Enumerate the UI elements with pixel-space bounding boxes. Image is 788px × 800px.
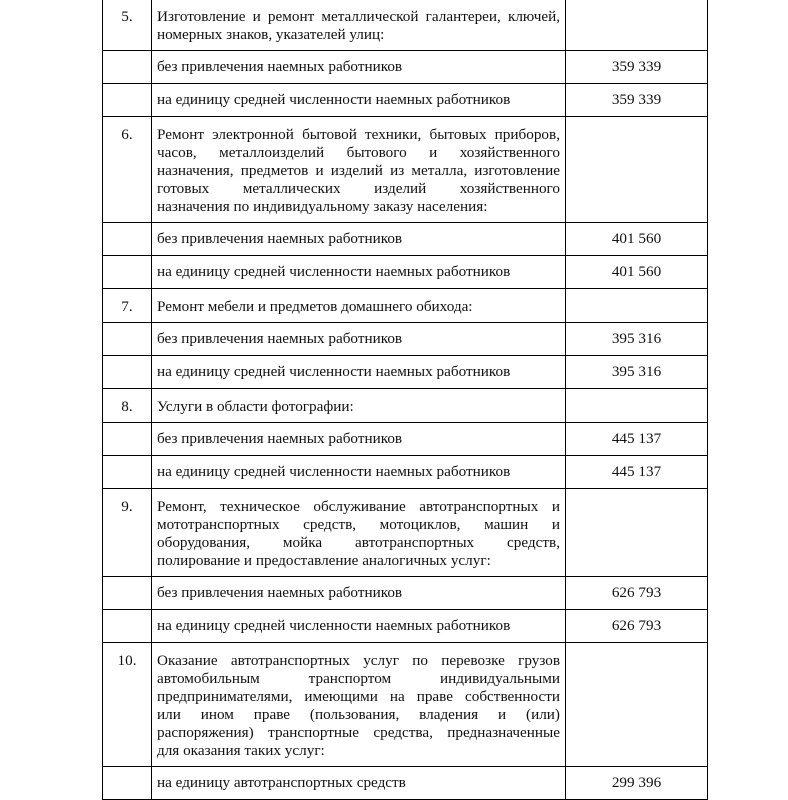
row-number-empty [103,610,152,643]
section-header-row [103,289,708,323]
row-label: без привлечения наемных работников [152,423,566,456]
table-row [103,456,708,489]
section-number: 8. [103,389,152,423]
section-title [152,489,566,577]
row-number-empty [103,323,152,356]
section-title-line: назначения по индивидуальному заказу населения: [157,198,488,215]
section-title-line: номерных знаков, указателей улиц: [157,26,385,43]
row-value: 395 316 [566,356,708,389]
row-number-empty [103,223,152,256]
section-title [152,389,566,423]
section-header-row [103,489,708,577]
row-label: на единицу средней численности наемных работников [152,256,566,289]
section-header-row [103,117,708,223]
section-title-line: мототранспортных средств, мотоциклов, машин и [157,516,560,533]
row-value: 359 339 [566,84,708,117]
section-title-line: полирование и предоставление аналогичных услуг: [157,552,491,569]
row-value: 401 560 [566,223,708,256]
section-title-line: предпринимателями, имеющими на праве собственности [157,688,560,705]
section-header-row [103,643,708,767]
table-row [103,256,708,289]
section-title-line: распоряжения) транспортные средства, предназначенные [157,724,560,741]
row-value: 626 793 [566,577,708,610]
table-row [103,84,708,117]
table-row [103,577,708,610]
section-title [152,289,566,323]
section-title [152,643,566,767]
section-title-line: часов, металлоизделий бытового и хозяйственного [157,144,560,161]
row-number-empty [103,356,152,389]
section-header-row [103,0,708,51]
section-number: 6. [103,117,152,223]
section-value-empty [566,389,708,423]
section-header-row [103,389,708,423]
row-label: без привлечения наемных работников [152,323,566,356]
table-row [103,323,708,356]
row-label: без привлечения наемных работников [152,577,566,610]
row-number-empty [103,256,152,289]
section-number: 5. [103,0,152,51]
section-value-empty [566,643,708,767]
row-value: 359 339 [566,51,708,84]
row-label: на единицу автотранспортных средств [152,767,566,800]
table-row [103,356,708,389]
section-title-line: Оказание автотранспортных услуг по перевозке грузов [157,652,560,669]
section-title-line: Услуги в области фотографии: [157,398,354,415]
table-body [103,0,708,800]
table-row [103,767,708,800]
row-label: на единицу средней численности наемных работников [152,610,566,643]
table-row [103,223,708,256]
section-value-empty [566,289,708,323]
section-title-line: автомобильным транспортом индивидуальными [157,670,560,687]
table-row [103,51,708,84]
section-number: 9. [103,489,152,577]
row-number-empty [103,767,152,800]
section-title-line: Изготовление и ремонт металлической галантереи, ключей, [157,8,560,25]
row-label: без привлечения наемных работников [152,51,566,84]
table-row [103,610,708,643]
section-value-empty [566,489,708,577]
table-row [103,423,708,456]
section-number: 7. [103,289,152,323]
row-number-empty [103,84,152,117]
section-title-line: назначения, предметов и изделий из металла, изготовление [157,162,560,179]
row-value: 395 316 [566,323,708,356]
section-title-line: оборудования, мойка автотранспортных средств, [157,534,560,551]
section-title [152,117,566,223]
section-value-empty [566,0,708,51]
section-title-line: или ином праве (пользования, владения и (или) [157,706,560,723]
section-title-line: для оказания таких услуг: [157,742,325,759]
row-label: на единицу средней численности наемных работников [152,356,566,389]
row-value: 626 793 [566,610,708,643]
row-number-empty [103,577,152,610]
section-title-line: готовых металлических изделий хозяйственного [157,180,560,197]
row-label: без привлечения наемных работников [152,223,566,256]
section-title-line: Ремонт электронной бытовой техники, бытовых приборов, [157,126,560,143]
section-title [152,0,566,51]
row-value: 445 137 [566,456,708,489]
section-title-line: Ремонт, техническое обслуживание автотранспортных и [157,498,560,515]
row-label: на единицу средней численности наемных работников [152,456,566,489]
section-number: 10. [103,643,152,767]
row-value: 401 560 [566,256,708,289]
row-value: 445 137 [566,423,708,456]
row-value: 299 396 [566,767,708,800]
row-number-empty [103,51,152,84]
row-number-empty [103,456,152,489]
row-number-empty [103,423,152,456]
section-title-line: Ремонт мебели и предметов домашнего обихода: [157,298,473,315]
tax-rates-table [102,0,708,800]
section-value-empty [566,117,708,223]
row-label: на единицу средней численности наемных работников [152,84,566,117]
